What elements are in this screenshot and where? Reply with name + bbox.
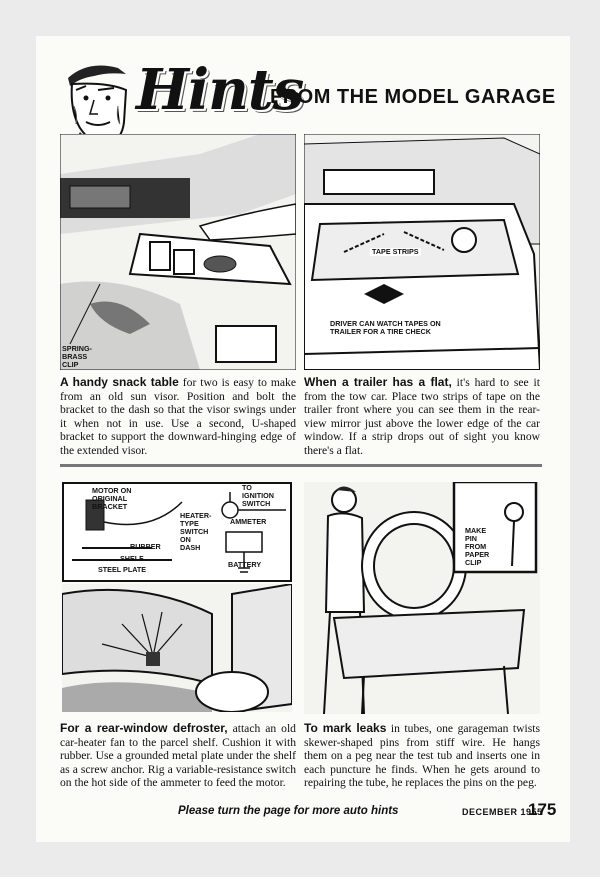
ammeter-label: AMMETER (230, 517, 267, 526)
section-divider (60, 464, 542, 467)
leaks-caption (304, 722, 540, 790)
leaks-caption-body: in tubes, one garageman twists skewer-shaped pins from stiff wire. He hangs them on a peg near the test tub and inserts one in each puncture he finds. When he gets around to repairing the tube, he replaces the pins on the peg. (304, 722, 540, 790)
shelf-label: SHELF (120, 554, 144, 563)
rubber-label: RUBBER (130, 542, 161, 551)
leaks-caption-lead: To mark leaks (304, 721, 387, 735)
defroster-caption (60, 722, 296, 790)
snack-table-illustration (60, 134, 296, 370)
make-pin-label: MAKE PIN FROM PAPER CLIP (465, 526, 490, 567)
ignition-label: TO IGNITION SWITCH (242, 483, 274, 508)
spring-clip-label: SPRING- BRASS CLIP (62, 344, 92, 369)
trailer-caption-lead: When a trailer has a flat, (304, 375, 452, 389)
page-number: 175 (528, 800, 557, 819)
tape-strips-label: TAPE STRIPS (372, 247, 419, 256)
hints-title: Hints (136, 57, 304, 123)
more-hints-note: Please turn the page for more auto hints (178, 805, 399, 817)
heater-switch-label: HEATER- TYPE SWITCH ON DASH (180, 511, 212, 552)
tube-leak-illustration (304, 482, 540, 714)
defroster-caption-lead: For a rear-window defroster, (60, 721, 228, 735)
motor-label: MOTOR ON ORIGINAL BRACKET (92, 486, 132, 511)
driver-watch-label: DRIVER CAN WATCH TAPES ON TRAILER FOR A TIRE CHECK (330, 319, 441, 336)
trailer-caption (304, 376, 540, 458)
rear-window-defroster-illustration (62, 584, 292, 712)
snack-table-caption (60, 376, 296, 458)
page-subtitle: FROM THE MODEL GARAGE (270, 86, 556, 108)
snack-table-caption-lead: A handy snack table (60, 375, 179, 389)
issue-date: DECEMBER 1955 (462, 807, 543, 817)
trailer-caption-body: it's hard to see it from the tow car. Place two strips of tape on the trailer front where you can see them in the rear-view mirror just above the lower edge of the car window. If a strip drops out of sight you know there's a flat. (304, 376, 541, 457)
steel-plate-label: STEEL PLATE (98, 565, 147, 574)
defroster-caption-body: attach an old car-heater fan to the parcel shelf. Cushion it with rubber. Use a grounded metal plate under the shelf as a screw anchor. Rig a variable-resistance switch on the hot side of the ammeter to feed the motor. (60, 722, 296, 790)
battery-label: BATTERY (228, 560, 262, 569)
snack-table-caption-body: for two is easy to make from an old sun visor. Position and bolt the bracket to the dash so that the visor swings under it when not in use. Use a second, U-shaped bracket to support the downward-hinging edge of the extended visor. (60, 376, 296, 457)
